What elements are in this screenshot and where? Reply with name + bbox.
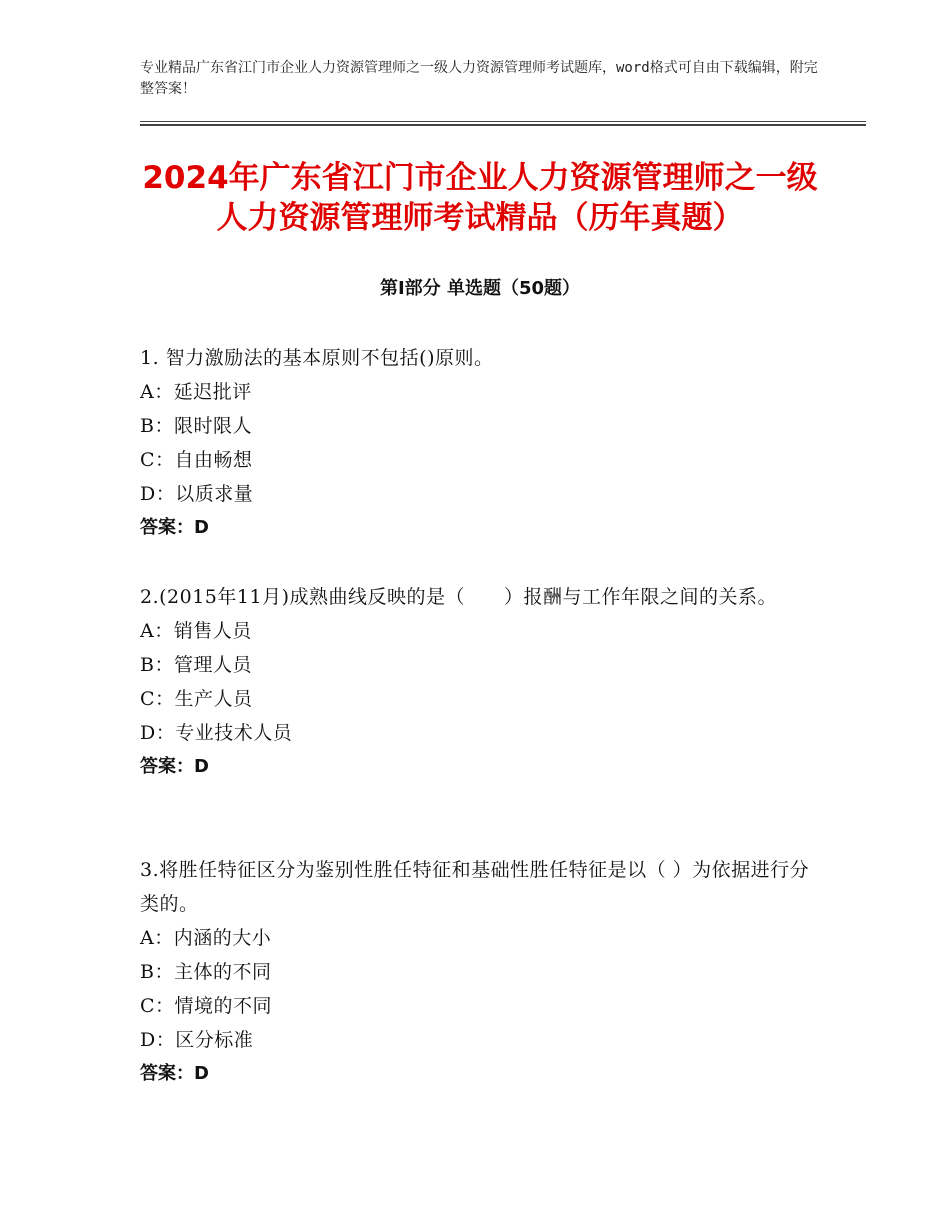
question-stem: 1. 智力激励法的基本原则不包括()原则。 bbox=[140, 347, 494, 369]
answer: 答案：D bbox=[140, 517, 209, 538]
option-d: D：专业技术人员 bbox=[140, 722, 293, 744]
option-b: B：限时限人 bbox=[140, 415, 252, 437]
document-title: 2024年广东省江门市企业人力资源管理师之一级人力资源管理师考试精品（历年真题） bbox=[142, 160, 818, 236]
answer: 答案：D bbox=[140, 756, 209, 777]
question-stem: 2.(2015年11月)成熟曲线反映的是（ ）报酬与工作年限之间的关系。 bbox=[140, 586, 777, 608]
option-c: C：自由畅想 bbox=[140, 449, 253, 471]
answer: 答案：D bbox=[140, 1063, 209, 1084]
option-b: B：管理人员 bbox=[140, 654, 252, 676]
option-d: D：以质求量 bbox=[140, 483, 254, 505]
option-c: C：生产人员 bbox=[140, 688, 253, 710]
option-a: A：延迟批评 bbox=[140, 381, 252, 403]
option-a: A：内涵的大小 bbox=[140, 927, 272, 949]
question-1 bbox=[140, 341, 820, 545]
header-note: 专业精品广东省江门市企业人力资源管理师之一级人力资源管理师考试题库，word格式可自由下载编辑，附完整答案！ bbox=[140, 60, 818, 97]
option-d: D：区分标准 bbox=[140, 1029, 254, 1051]
option-b: B：主体的不同 bbox=[140, 961, 272, 983]
section-title: 第Ⅰ部分 单选题（50题） bbox=[379, 278, 580, 299]
question-3 bbox=[140, 853, 820, 1091]
header-divider bbox=[140, 121, 866, 126]
question-2 bbox=[140, 580, 820, 784]
question-stem: 3.将胜任特征区分为鉴别性胜任特征和基础性胜任特征是以（ ）为依据进行分类的。 bbox=[140, 859, 810, 915]
option-a: A：销售人员 bbox=[140, 620, 252, 642]
option-c: C：情境的不同 bbox=[140, 995, 273, 1017]
